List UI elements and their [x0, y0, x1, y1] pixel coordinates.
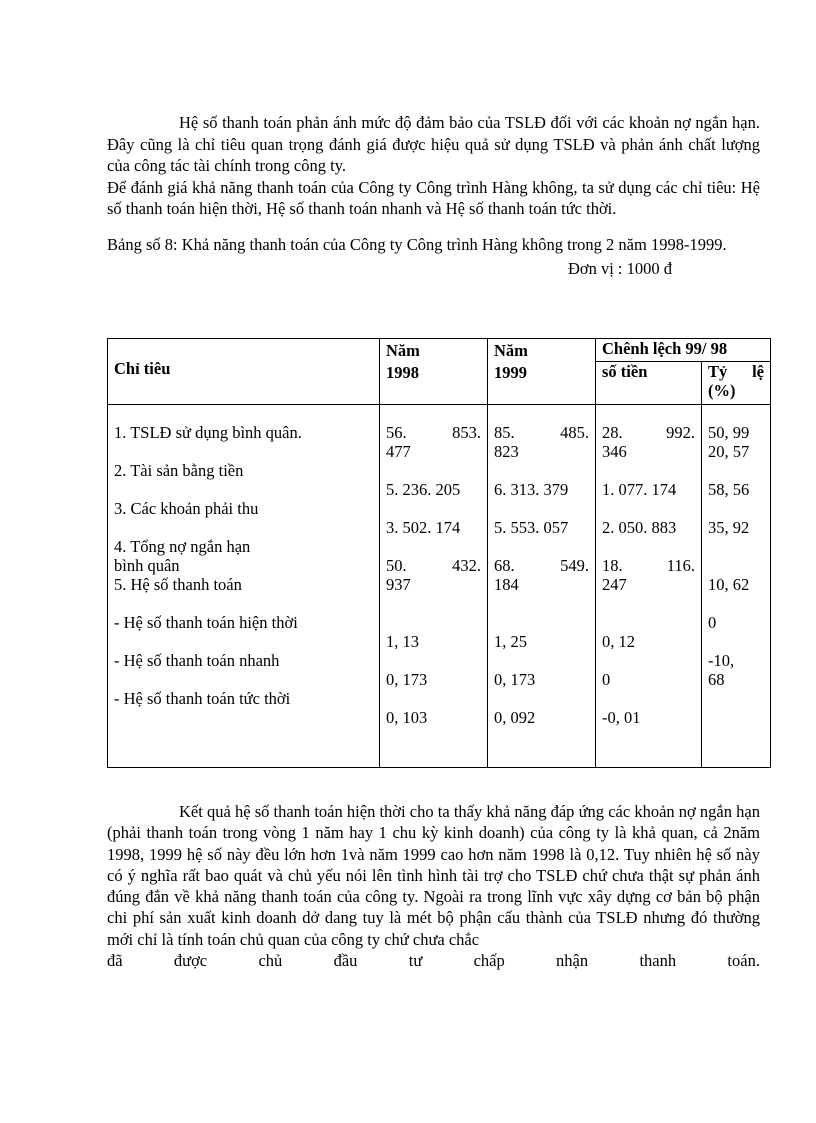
table-caption: Bảng số 8: Khả năng thanh toán của Công ty Công trình Hàng không trong 2 năm 1998-1999.: [107, 234, 727, 254]
header-indicator-label: Chỉ tiêu: [114, 359, 171, 378]
values-1999-cell: 85. 485. 823 6. 313. 379 5. 553. 057 68. 549. 184 1, 25 0, 173 0, 092: [488, 405, 596, 768]
intro-paragraph-1: Hệ số thanh toán phản ánh mức độ đảm bảo của TSLĐ đối với các khoản nợ ngắn hạn. Đây cũng là chỉ tiêu quan trọng đánh giá được hiệu quả sử dụng TSLĐ và phản ánh chất lượng của công tác tài chính trong công ty.: [107, 113, 760, 175]
intro-paragraph-2: Để đánh giá khả năng thanh toán của Công ty Công trình Hàng không, ta sử dụng các chỉ tiêu: Hệ số thanh toán hiện thời, Hệ số thanh toán nhanh và Hệ số thanh toán tức thời.: [107, 177, 760, 218]
label-short-debt-2: bình quân: [114, 556, 180, 575]
header-1998: Năm 1998: [380, 339, 488, 405]
difference-percent-cell: 50, 99 20, 57 58, 56 35, 92 10, 62 0 -10, 68: [702, 405, 771, 768]
difference-amount-cell: 28. 992. 346 1. 077. 174 2. 050. 883 18. 116. 247 0, 12 0 -0, 01: [596, 405, 702, 768]
label-quick-ratio: - Hệ số thanh toán nhanh: [114, 651, 280, 670]
header-1999: Năm 1999: [488, 339, 596, 405]
conclusion-section: [107, 801, 760, 971]
intro-section: [107, 112, 760, 280]
label-cash-ratio: - Hệ số thanh toán tức thời: [114, 689, 291, 708]
conclusion-paragraph: Kết quả hệ số thanh toán hiện thời cho ta thấy khả năng đáp ứng các khoản nợ ngắn hạn (phải thanh toán trong vòng 1 năm hay 1 chu kỳ kinh doanh) của công ty là khả quan, cả 2năm 1998, 1999 hệ số này đều lớn hơn 1và năm 1999 cao hơn năm 1998 là 0,12. Tuy nhiên hệ số này có ý nghĩa rất bao quát và chủ yếu nói lên tình hình tài trợ cho TSLĐ chứ chưa thật sự phản ánh đúng đắn về khả năng thanh toán của công ty. Ngoài ra trong lĩnh vực xây dựng cơ bản bộ phận chi phí sản xuất kinh doanh dở dang tuy là mét bộ phận cấu thành của TSLĐ nhưng đó thường mới chỉ là tính toán chủ quan của công ty chứ chưa chắc: [107, 802, 760, 949]
header-amount: số tiền: [596, 362, 702, 405]
conclusion-last-line: đã được chủ đầu tư chấp nhận thanh toán.: [107, 951, 760, 971]
label-ratio: 5. Hệ số thanh toán: [114, 575, 242, 594]
header-difference-group: Chênh lệch 99/ 98: [596, 339, 771, 362]
header-indicator: [108, 339, 380, 405]
header-percent: Tỷ lệ (%): [702, 362, 771, 405]
label-tsld: 1. TSLĐ sử dụng bình quân.: [114, 423, 302, 442]
values-1998-cell: 56. 853. 477 5. 236. 205 3. 502. 174 50. 432. 937 1, 13 0, 173 0, 103: [380, 405, 488, 768]
unit-label: Đơn vị : 1000 đ: [567, 258, 672, 278]
label-receivables: 3. Các khoản phải thu: [114, 499, 259, 518]
label-short-debt: 4. Tổng nợ ngắn hạn: [114, 537, 251, 556]
indicator-labels-cell: [108, 405, 380, 768]
label-cash: 2. Tài sản bằng tiền: [114, 461, 244, 480]
label-current-ratio: - Hệ số thanh toán hiện thời: [114, 613, 298, 632]
payment-ratio-table: [107, 338, 771, 768]
